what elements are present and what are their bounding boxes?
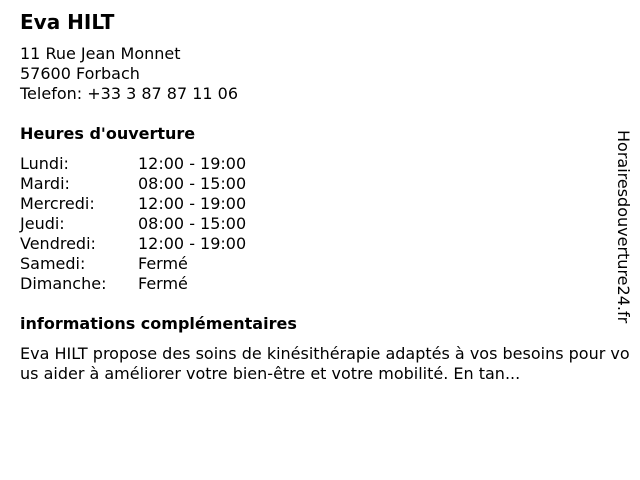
hours-row-wednesday: [20, 194, 246, 214]
hours-value: Fermé: [138, 254, 188, 273]
hours-value: 12:00 - 19:00: [138, 154, 247, 173]
opening-hours-heading: Heures d'ouverture: [20, 124, 196, 143]
day-label: Mardi:: [20, 174, 70, 193]
day-label: Lundi:: [20, 154, 69, 173]
additional-info-heading: informations complémentaires: [20, 314, 297, 333]
day-label: Samedi:: [20, 254, 86, 273]
phone-number: Telefon: +33 3 87 87 11 06: [20, 84, 239, 103]
hours-row-thursday: [20, 214, 246, 234]
hours-row-tuesday: [20, 174, 246, 194]
hours-value: Fermé: [138, 274, 188, 293]
additional-info-text: Eva HILT propose des soins de kinésithérapie adaptés à vos besoins pour vous aider à améliorer votre bien-être et votre mobilité. En tan...: [20, 344, 630, 383]
opening-hours-table: [20, 154, 246, 294]
day-label: Vendredi:: [20, 234, 96, 253]
address-street: 11 Rue Jean Monnet: [20, 44, 181, 63]
day-label: Jeudi:: [20, 214, 65, 233]
hours-value: 12:00 - 19:00: [138, 194, 247, 213]
hours-row-friday: [20, 234, 246, 254]
day-label: Mercredi:: [20, 194, 95, 213]
hours-value: 08:00 - 15:00: [138, 214, 247, 233]
business-name: Eva HILT: [20, 10, 115, 34]
address-city: 57600 Forbach: [20, 64, 140, 83]
site-watermark: Horairesdouverture24.fr: [614, 130, 633, 324]
hours-row-monday: [20, 154, 246, 174]
business-address: [20, 44, 238, 104]
hours-row-sunday: [20, 274, 246, 294]
day-label: Dimanche:: [20, 274, 107, 293]
hours-row-saturday: [20, 254, 246, 274]
hours-value: 08:00 - 15:00: [138, 174, 247, 193]
hours-value: 12:00 - 19:00: [138, 234, 247, 253]
